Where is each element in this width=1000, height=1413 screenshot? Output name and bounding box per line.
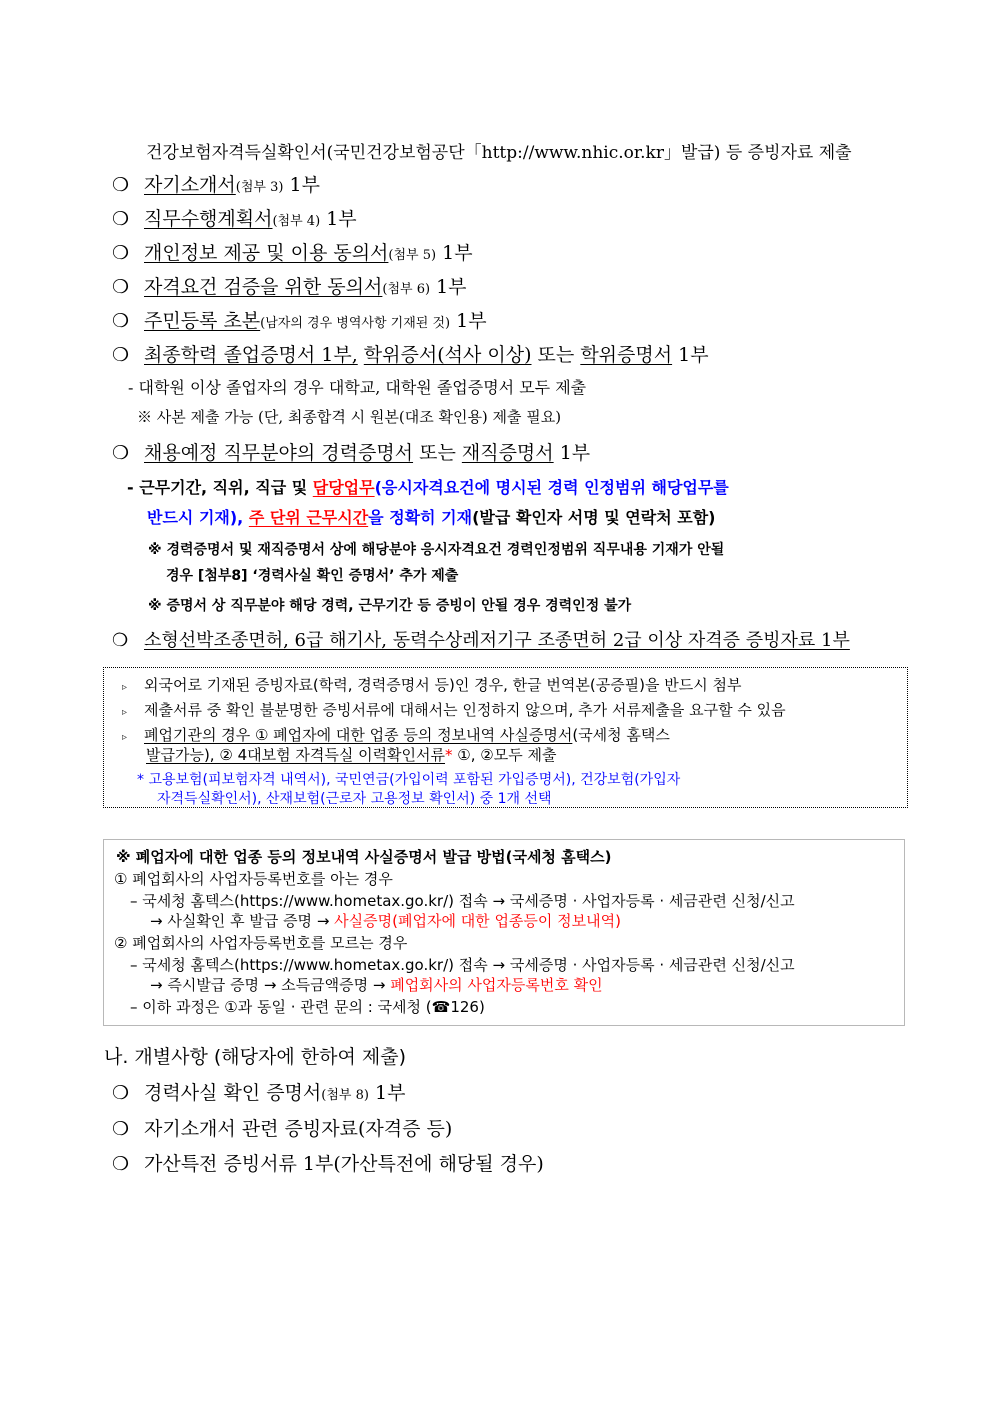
career-part2: 재직증명서	[461, 442, 554, 464]
career-note2: ※ 증명서 상 직무분야 해당 경력, 근무기간 등 증빙이 안될 경우 경력인정 불가	[148, 598, 632, 614]
item-label: 경력사실 확인 증명서	[144, 1082, 322, 1104]
circle-bullet-icon: ❍	[112, 344, 130, 366]
career-note1b: 경우 [첨부8] ‘경력사실 확인 증명서’ 추가 제출	[166, 568, 459, 584]
item-note: (첨부 3)	[235, 180, 284, 195]
career-issue-info: (발급 확인자 서명 및 연락처 포함)	[472, 508, 716, 527]
notice-line4-text: 발급가능), ② 4대보험 자격득실 이력확인서류	[146, 746, 446, 764]
item-label: 자기소개서 관련 증빙자료(자격증 등)	[144, 1118, 453, 1140]
circle-bullet-icon: ❍	[112, 1118, 130, 1140]
item-count: 1부	[289, 174, 320, 196]
career-part1: 채용예정 직무분야의 경력증명서	[144, 442, 414, 464]
notice-line1-text: 외국어로 기재된 증빙자료(학력, 경력증명서 등)인 경우, 한글 번역본(공증필)을 반드시 첨부	[144, 676, 742, 694]
notice-line4	[146, 746, 556, 764]
edu-part3: 학위증명서	[580, 344, 673, 366]
education-item	[112, 344, 709, 367]
career-weekly-hours: 주 단위 근무시간	[248, 508, 369, 527]
case1-line2-text: → 사실확인 후 발급 증명 →	[150, 912, 335, 930]
case1-title: ① 폐업회사의 사업자등록번호를 아는 경우	[114, 870, 393, 888]
edu-or: 또는	[537, 344, 575, 366]
list-item	[112, 1153, 544, 1176]
career-exact: 을 정확히 기재	[368, 508, 473, 527]
notice-star: *	[445, 746, 453, 764]
list-item	[112, 242, 473, 265]
item-label: 주민등록 초본	[144, 310, 261, 332]
notice-line2-text: 제출서류 중 확인 불분명한 증빙서류에 대해서는 인정하지 않으며, 추가 서류제출을 요구할 수 있음	[144, 701, 786, 719]
item-label: 자기소개서	[144, 174, 236, 196]
triangle-bullet-icon: ▹	[122, 682, 128, 693]
career-duty: 담당업무	[312, 478, 375, 497]
notice-line3-tail: (국세청 홈택스	[572, 726, 670, 744]
list-item	[112, 1082, 405, 1105]
notice-line5: * 고용보험(피보험자격 내역서), 국민연금(가입이력 포함된 가입증명서), 건강보험(가입자	[137, 772, 681, 788]
career-line2	[147, 508, 715, 527]
section-title: 나. 개별사항 (해당자에 한하여 제출)	[104, 1046, 406, 1068]
item-label: 직무수행계획서	[144, 208, 273, 230]
case2-line2-text: → 즉시발급 증명 → 소득금액증명 →	[150, 976, 391, 994]
triangle-bullet-icon: ▹	[122, 732, 128, 743]
notice-line4-tail: ①, ②모두 제출	[452, 746, 557, 764]
career-note1a: ※ 경력증명서 및 재직증명서 상에 해당분야 응시자격요건 경력인정범위 직무내용 기재가 안될	[148, 542, 725, 558]
triangle-bullet-icon: ▹	[122, 707, 128, 718]
circle-bullet-icon: ❍	[112, 442, 130, 464]
item-label: 가산특전 증빙서류 1부(가산특전에 해당될 경우)	[144, 1153, 544, 1175]
edu-part2: 학위증서(석사 이상)	[363, 344, 532, 366]
circle-bullet-icon: ❍	[112, 1153, 130, 1175]
case2-line3: – 이하 과정은 ①과 동일 · 관련 문의 : 국세청 (☎126)	[130, 998, 485, 1016]
circle-bullet-icon: ❍	[112, 276, 130, 298]
list-item	[112, 310, 487, 333]
circle-bullet-icon: ❍	[112, 242, 130, 264]
item-count: 1부	[436, 276, 467, 298]
list-item	[112, 1118, 452, 1141]
career-item	[112, 442, 590, 465]
case2-title: ② 폐업회사의 사업자등록번호를 모르는 경우	[114, 934, 408, 952]
career-line1	[127, 478, 729, 497]
list-item	[112, 174, 320, 197]
career-count: 1부	[559, 442, 591, 464]
notice-line2	[122, 701, 786, 719]
case1-result: 사실증명(폐업자에 대한 업종등이 정보내역)	[334, 912, 621, 930]
item-count: 1부	[326, 208, 357, 230]
notice-line3	[122, 726, 670, 744]
career-line2-start: 반드시 기재),	[147, 508, 244, 527]
license-label: 소형선박조종면허, 6급 해기사, 동력수상레저기구 조종면허 2급 이상 자격증 증빙자료 1부	[144, 630, 850, 651]
edu-sub: - 대학원 이상 졸업자의 경우 대학교, 대학원 졸업증명서 모두 제출	[128, 378, 587, 397]
item-note: (첨부 4)	[272, 214, 321, 229]
case2-result: 폐업회사의 사업자등록번호 확인	[390, 976, 603, 994]
circle-bullet-icon: ❍	[112, 1082, 130, 1104]
license-item	[112, 630, 850, 652]
career-or: 또는	[419, 442, 456, 464]
item-note: (첨부 5)	[388, 248, 437, 263]
career-line1-text: - 근무기간, 직위, 직급 및	[127, 478, 313, 497]
circle-bullet-icon: ❍	[112, 310, 130, 332]
item-note: (첨부 6)	[382, 282, 431, 297]
case2-line2	[150, 976, 603, 994]
edu-part1: 최종학력 졸업증명서 1부,	[144, 344, 358, 366]
issue-title: ※ 폐업자에 대한 업종 등의 정보내역 사실증명서 발급 방법(국세청 홈택스)	[116, 848, 612, 866]
circle-bullet-icon: ❍	[112, 208, 130, 230]
circle-bullet-icon: ❍	[112, 630, 129, 651]
top-line: 건강보험자격득실확인서(국민건강보험공단「http://www.nhic.or.kr」발급) 등 증빙자료 제출	[146, 143, 852, 163]
case1-line2	[150, 912, 621, 930]
item-count: 1부	[374, 1082, 406, 1104]
item-count: 1부	[442, 242, 473, 264]
career-duty-detail: (응시자격요건에 명시된 경력 인정범위 해당업무를	[374, 478, 729, 497]
notice-line3-text: 폐업기관의 경우 ① 폐업자에 대한 업종 등의 정보내역 사실증명서	[144, 726, 573, 744]
item-note: (남자의 경우 병역사항 기재된 것)	[260, 316, 451, 331]
item-note: (첨부 8)	[321, 1088, 369, 1103]
case2-line1: – 국세청 홈텍스(https://www.hometax.go.kr/) 접속 → 국세증명 · 사업자등록 · 세금관련 신청/신고	[130, 956, 795, 974]
circle-bullet-icon: ❍	[112, 174, 130, 196]
list-item	[112, 208, 357, 231]
case1-line1: – 국세청 홈텍스(https://www.hometax.go.kr/) 접속 → 국세증명 · 사업자등록 · 세금관련 신청/신고	[130, 892, 795, 910]
list-item	[112, 276, 467, 299]
notice-line6: 자격득실확인서), 산재보험(근로자 고용정보 확인서) 중 1개 선택	[157, 791, 552, 807]
edu-note: ※ 사본 제출 가능 (단, 최종합격 시 원본(대조 확인용) 제출 필요)	[137, 408, 562, 426]
item-count: 1부	[456, 310, 487, 332]
notice-line1	[122, 676, 742, 694]
edu-count: 1부	[678, 344, 709, 366]
item-label: 개인정보 제공 및 이용 동의서	[144, 242, 389, 264]
item-label: 자격요건 검증을 위한 동의서	[144, 276, 383, 298]
